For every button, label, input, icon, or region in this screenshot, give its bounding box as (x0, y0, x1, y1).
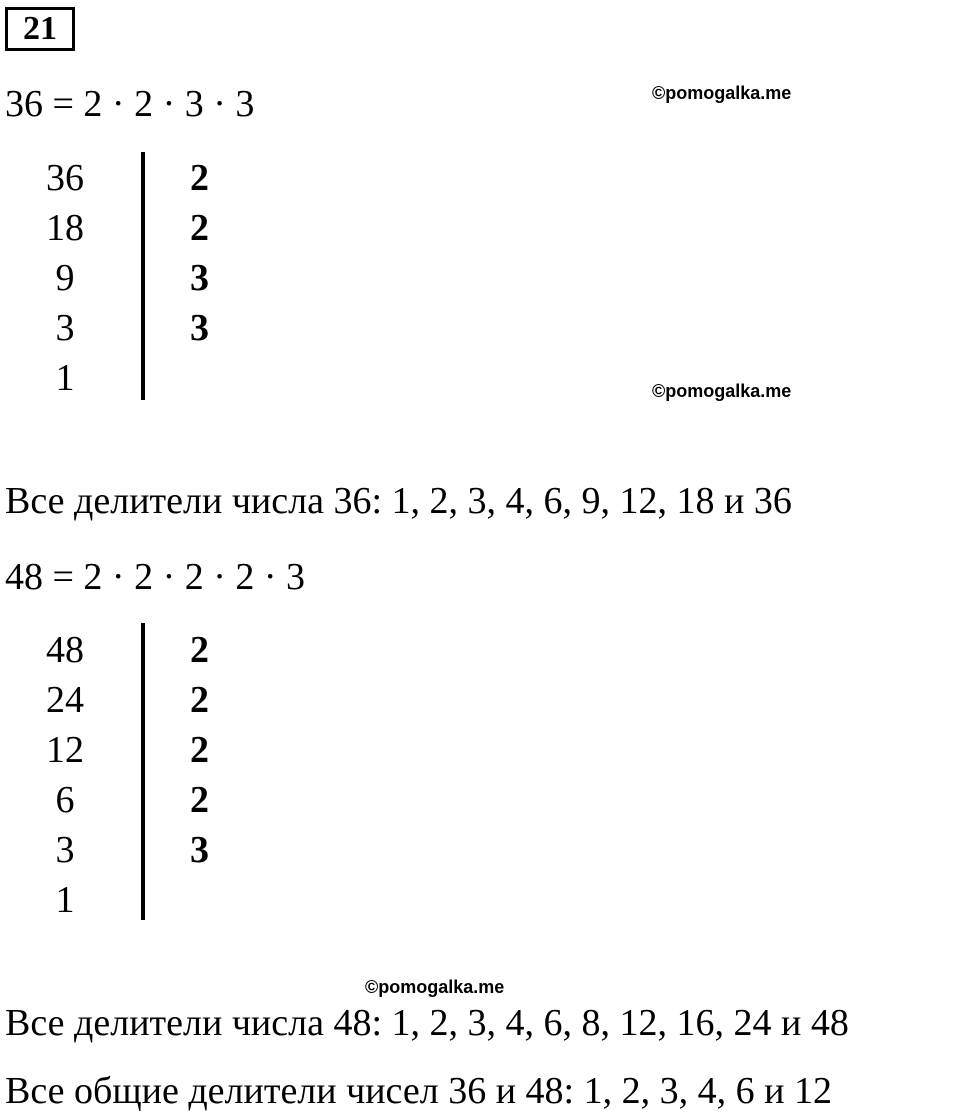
factor-number: 18 (46, 207, 84, 249)
factor-row (0, 153, 260, 203)
factor-row (0, 725, 260, 775)
factor-number: 6 (55, 779, 75, 821)
factor-number: 3 (55, 829, 75, 871)
factor-number: 3 (55, 307, 75, 349)
task-number: 21 (5, 7, 75, 51)
factorization-divider-line (141, 152, 145, 400)
factor-divisor: 3 (190, 307, 209, 349)
factor-number: 12 (46, 729, 84, 771)
factor-divisor: 2 (190, 679, 209, 721)
divisors-48-line: Все делители числа 48: 1, 2, 3, 4, 6, 8, 12, 16, 24 и 48 (5, 1002, 849, 1044)
factor-divisor: 3 (190, 257, 209, 299)
factor-number: 48 (46, 629, 84, 671)
factor-row (0, 353, 260, 403)
watermark-middle: ©pomogalka.me (652, 381, 792, 401)
factor-divisor: 2 (190, 157, 209, 199)
factor-number: 24 (46, 679, 84, 721)
factor-number: 9 (55, 257, 75, 299)
factor-divisor: 2 (190, 779, 209, 821)
factorization-divider-line (141, 623, 145, 920)
factor-number: 1 (55, 357, 75, 399)
factor-row (0, 253, 260, 303)
factor-divisor: 2 (190, 629, 209, 671)
watermark-bottom: ©pomogalka.me (365, 977, 505, 997)
divisors-36-line: Все делители числа 36: 1, 2, 3, 4, 6, 9, 12, 18 и 36 (5, 480, 792, 522)
factor-row (0, 825, 260, 875)
factor-number: 36 (46, 157, 84, 199)
factor-row (0, 625, 260, 675)
factor-divisor: 3 (190, 829, 209, 871)
factor-row (0, 875, 260, 925)
factor-divisor: 2 (190, 207, 209, 249)
factor-row (0, 675, 260, 725)
equation-48: 48 = 2 · 2 · 2 · 2 · 3 (5, 556, 306, 598)
equation-36: 36 = 2 · 2 · 3 · 3 (5, 83, 255, 125)
common-divisors-line: Все общие делители чисел 36 и 48: 1, 2, 3, 4, 6 и 12 (5, 1070, 832, 1112)
factor-row (0, 203, 260, 253)
factor-row (0, 775, 260, 825)
watermark-top: ©pomogalka.me (652, 83, 792, 103)
factor-number: 1 (55, 879, 75, 921)
factor-divisor: 2 (190, 729, 209, 771)
factor-row (0, 303, 260, 353)
